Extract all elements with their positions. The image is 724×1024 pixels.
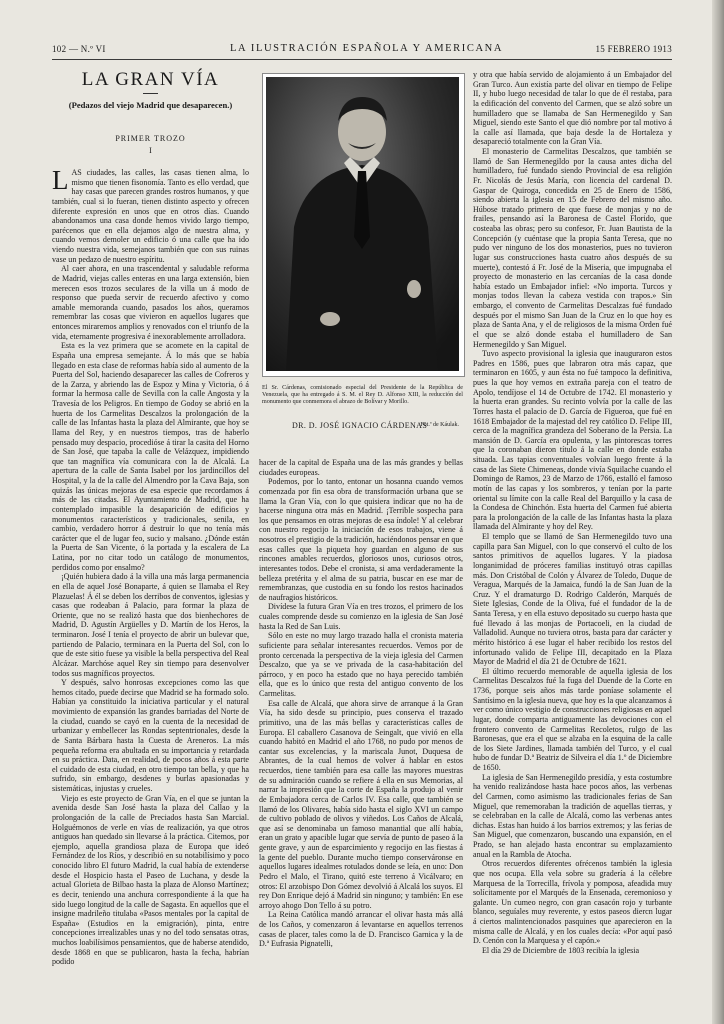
paragraph: Viejo es este proyecto de Gran Vía, en el que se juntan la avenida desde San José hasta la plaza del Callao y la prolongación de la calle de Preciados hasta San Marcial. Holguémonos de verle en vías de realización, ya que otros antiguos han quedado sin llevarse á la práctica. Citemos, por ejemplo, aquella grandiosa plaza de Europa que ideó Fernández de los Ríos, y describió en su notabilísimo y poco conocido libro El futuro Madrid, la cual había de extenderse desde el Hospicio hasta el Paseo de Luchana, y desde la actual Glorieta de Bilbao hasta la plaza de Alonso Martínez; es decir, teniendo una anchura correspondiente á la que ha sido luego longitud de la calle de Sagasta. En aquellos que el insigne madrileño titulaba «Pasos mentales por la capital de España» (Estudios en la emigración), pinta, entre concepciones irrealizables unas y no del todo sensatas otras, muchos loabilísimos pensamientos, que de haberse atendido, desde 1868 en que se publicaron, hasta la fecha, habrían podido [52, 793, 249, 967]
issue-date: 15 FEBRERO 1913 [595, 44, 672, 54]
photo-caption: El Sr. Cárdenas, comisionado especial del Presidente de la República de Venezuela, que ha entregado á S. M. el Rey D. Alfonso XIII, la reducción del monumento que conmemora el abrazo de Bolívar y Morillo. [262, 385, 463, 405]
paragraph: Sólo en este no muy largo trazado halla el cronista materia suficiente para señalar interesantes recuerdos. Vemos por de pronto cercenada la perspectiva de la vieja iglesia del Carmen Descalzo, que ya se ve privada de la casa-habitación del párroco, y en poco ha estado que no haya perecido también ella, que es lo único que resta del antiguo convento de los Carmelitas. [259, 631, 463, 698]
paragraph: Divídese la futura Gran Vía en tres trozos, el primero de los cuales comprende desde su comienzo en la iglesia de San José hasta la Red de San Luis. [259, 602, 463, 631]
running-header [52, 43, 672, 57]
title-divider [143, 93, 158, 94]
paragraph: Esa calle de Alcalá, que ahora sirve de arranque á la Gran Vía, ha sido desde su principio, pues conserva el trazado primitivo, una de las más bellas y características calles de Europa. El caballero Casanova de Seingalt, que vivió en ella cuando habitó en Madrid el año 1768, no pudo por menos de cantar sus excelencias, y la mariscala Junot, Duquesa de Abrantes, de la cual hemos de volver á hablar en estos recuerdos, tiene también para esa calle las mayores muestras de su admiración cuando se refiere á ella en sus Memorias, al narrar la impresión que la corte de España la produjo al venir de Embajadora cerca de Carlos IV. Esa calle, que también se llamó de los Olivares, había sido hasta el siglo XVI un campo de cultivo poblado de olivos y viñedos. Los Caños de Alcalá, que así se denominaba un famoso manantial que allí había, eran un grato y apacible lugar que servía de punto de paseo á la gente grave, y aun de esparcimiento y regocijo en las fiestas á la gente del pueblo. Durante mucho tiempo conserváronse en aquellos lugares idealmes rotulados donde se leía, en uno: Don Pedro el Malo, el Tirano, quitó este terreno á Vicálvaro; en otros: El arzobispo Don Gómez devolvió á Alcalá los suyos. El rey Don Enrique dejó á Madrid sin ninguno; y también: En ese arroyo ahogo Don Tello á su potro. [259, 698, 463, 910]
portrait-figure-icon [266, 77, 459, 371]
paragraph [52, 165, 249, 264]
paragraph-text: AS ciudades, las calles, las casas tienen alma, lo mismo que tienen fisonomía. Tanto es ello verdad, que hay casas que parecen grandes rostros humanos, y que también, cual si lo fueran, tienen distinto aspecto y ofrecen diferente expresión en unos que en otros días. Cuando abandonamos una casa donde hemos vivido largo tiempo, parécenos que en ella dejamos algo de nuestra alma, y cuando vemos demoler un edificio ó una calle que ha ido viendo nuestra vida, semejanos también que con sus ruinas vase un pedazo de nuestro espíritu. [52, 168, 249, 264]
page-edge-shadow [712, 0, 724, 1024]
paragraph: El templo que se llamó de San Hermenegildo tuvo una capilla para San Miguel, con lo que conservó el culto de los santos primitivos de aquellos lugares. Y la piadosa longanimidad de próceres familias instituyó otras capillas más. Don Cristóbal de Colón y Álvarez de Toledo, Duque de Veragua, Marqués de la Jamaica, fundó la de San Juan de la Cruz. Y el dramaturgo D. Rodrigo Calderón, Marqués de Siete Iglesias, Conde de la Oliva, fué el fundador de la de Santa Teresa, y en ella estuvo depositado su cuerpo hasta que fué llevado á las monjas de Portacoeli, en la ciudad de Valladolid. Aunque no tuviera otros, basta para dar carácter y mérito histórico á ese lugar el haber recibido los restos del infortunado valido de Felipe III, decapitado en la Plaza Mayor de Madrid el día 21 de Octubre de 1621. [473, 532, 672, 667]
text-column-2 [259, 458, 463, 949]
paragraph: La iglesia de San Hermenegildo presidía, y esta costumbre ha venido realizándose hasta hace pocos años, las verbenas del Carmen, como asimismo las tradicionales ferias de San Miguel, que rememoraban la tradición de aquellas tierras, y se celebraban en la calle de Alcalá, como las verbenas antes dichas. Estas han huido á los barrios extremos; y las ferias de San Miguel, que comenzaron, buscando una expansión, en el Prado, se han alejado hasta encontrar su emplazamiento anual en la Rambla de Atocha. [473, 772, 672, 859]
paragraph: ¡Quién hubiera dado á la villa una más larga permanencia en ella de aquel José Bonaparte, á quien se llamaba el Rey Plazuelas! Á él se deben los derribos de conventos, iglesias y casas que rodeaban á Palacio, para formar la plaza de Oriente, que no se realizó hasta que dos bienhechores de Madrid, D. Agustín Argüelles y D. Martín de los Heros, la terminaron. José I tenía el proyecto de abrir un bulevar que, partiendo de Palacio, terminara en la Puerta del Sol, con lo que de este sitio fuese ya visible la bella perspectiva del Real Alcázar. Marchóse aquel Rey sin tiempo para desenvolver todos sus magníficos proyectos. [52, 572, 249, 678]
paragraph: y otra que había servido de alojamiento á un Embajador del Gran Turco. Aun existía parte del olivar en tiempo de Felipe II, y hubo luego necesidad de talar lo que de él restaba, para la edificación del convento del Carmen, que se alzó sobre un humilladero que se llamaba de San Hermenegildo y San Miguel, siendo este Santo el que dió nombre por tal motivo á la calle así llamada, que baja desde la de Hortaleza y desapareció totalmente con la Gran Vía. [473, 70, 672, 147]
article-subtitle: (Pedazos del viejo Madrid que desaparecen.) [68, 100, 233, 110]
paragraph: Y después, salvo honrosas excepciones como las que hemos citado, puede decirse que Madrid se ha formado solo. Habían ya constituido la iniciativa particular y el natural movimiento de expansión las grandes barriadas del Norte de la ciudad, cuando se cayó en la cuenta de la necesidad de urbanizar y embellecer las Rondas septentrionales, desde la de Santa Bárbara hasta la Cuesta de Areneros. La más pequeña reforma era abultada en su importancia y retardada en su práctica. Data, en realidad, de pocos años á esta parte el cuidado de esta ciudad, en otro tiempo tan bella, y que ha sufrido, sin embargo, desdenes y burlas apasionadas y sistemáticas, injustas y crueles. [52, 678, 249, 793]
header-rule [52, 59, 672, 60]
paragraph: Tuvo aspecto provisional la iglesia que inauguraron estos Padres en 1586, pues que labraron otra más capaz, que terminaron en 1605, y aun ésta no fué tampoco la definitiva, pues la que hoy vemos en extraña pareja con el teatro de Apolo, tendíjose el 14 de Octubre de 1742. El monasterio y la huerta eran grandes. Su recinto volvía por la calle de las Torres hasta el palacio de D. García de Figueroa, que fué en 1618 Embajador de la majestad del rey católico D. Felipe III, cerca de la magnífica grandeza del Soberano de la Persia. La mansión de D. García era opulenta, y las pintorescas torres que la coronaban dieron título á la calle en donde estaba situada. Las tapias conventuales volvían luego frente á la casa de las Siete Chimeneas, donde vivía Squilache cuando el Domingo de Ramos, 23 de Marzo de 1766, estalló el famoso motín de las capas y los sombreros, y tenían por la parte oriental su límite con la calle Real del Barquillo y la casa de la Condesa de Chinchón. Esta huerta del Carmen fué abierta para la prolongación de la calle de las Infantas hasta la plaza llamada del Almirante y hoy del Rey. [473, 349, 672, 532]
page-number: 102 — N.º VI [52, 44, 106, 54]
paragraph: La Reina Católica mandó arrancar el olivar hasta más allá de los Caños, y comenzaron á levantarse en aquellos terrenos casas de placer, tales como la de D. Francisco Garnica y la de D.ª Eufrasia Pignatelli, [259, 910, 463, 949]
paragraph: Esta es la vez primera que se acomete en la capital de España una empresa semejante. Á lo más que se había llegado en esta clase de reformas había sido al aumento de la Puerta del Sol, haciendo desaparecer las calles de Cofreros y de la Zarza, y abriendo las de Espoz y Mina y Victoria, ó á formar la hermosa calle de Sevilla con la calle Angosta y la Travesía de los Peligros. En tiempo de Godoy se abrió en la huerta de los Carmelitas Descalzos la prolongación de la calle de las Infantas hasta la plaza del Almirante, que hoy se llama del Rey, y en nuestros tiempos, tras de haberlo pensado muy despacio, procedióse á tirar la casita del Horno de San José, que tapaba la calle de Velázquez, impidiendo que tan magnífica vía comunicara con la de Alcalá. La apertura de la calle de Santa Isabel por los jardincillos del Hospital, y la de la calle del Almendro por la Cava Baja, son quizás las únicas mejoras de esa especie que recordamos á más de las citadas. El Ayuntamiento de Madrid, que ha contemplado impasible la desaparición de edificios y monumentos característicos y tradicionales, senila, en cambio, verdadero horror á destruir lo que no tenía más carácter que el de lugar feo, sucio y malsano. ¿Dónde están la Puerta de San Vicente, ó la portada y la escalera de La Latina, por no citar todo un catálogo de monumentos, perdidos como por ensalmo? [52, 341, 249, 572]
text-column-1 [52, 165, 249, 967]
portrait-name: DR. D. JOSÉ IGNACIO CÁRDENAS [292, 421, 428, 430]
paragraph: Al caer ahora, en una trascendental y saludable reforma de Madrid, viejas calles enteras en una larga extensión, bien merecen esos trozos seculares de la villa un á modo de responso que pueda servir de recuerdo afectivo y como amable memoranda cuando, pasados los años, queramos remembrar las cosas que vivieron en aquellos lugares que entonces miraremos amplios y renovados con el triunfo de la vida, eternamente progresiva é inexorablemente arrolladora. [52, 264, 249, 341]
article-title: LA GRAN VÍA [81, 69, 220, 90]
drop-cap: L [52, 165, 69, 195]
paragraph: Otros recuerdos diferentes ofrécenos también la iglesia que nos ocupa. Ella vela sobre su gradería á la célebre Marquesa de la Torrecilla, frívola y pomposa, afeadida muy solícitamente por el Marqués de la Ensenada, ceremonioso y galante. Un cumeo negro, con gran casacón rojo y turbante blanco, seguíales muy reverente, y estos paseos diercn lugar á ciertos malintencionados pasquines que aparecieron en la misma calle de Alcalá, y en los cuales decía: «Por aquí pasó D. Cenón con la Marquesa y el capón.» [473, 859, 672, 946]
masthead: LA ILUSTRACIÓN ESPAÑOLA Y AMERICANA [230, 43, 504, 54]
section-number: I [149, 146, 152, 155]
paragraph: Podemos, por lo tanto, entonar un hosanna cuando vemos comenzada por fin esa obra de transformación urbana que se llama la Gran Vía, con lo que quisiera indicar que no ha de hacerse ninguna otra más en Madrid. ¡Terrible sospecha para los que pensamos en otras mejoras de esa índole! Y al celebrar con nuestro regocijo la iniciación de esos trabajos, viene á nosotros el prestigio de la tradición, haciéndonos pensar en que esas calles que la piqueta hoy guardan en alguno de sus rincones amables recuerdos, gloriosos unos, curiosos otros, interesantes todos. Debe el cronista, si ama verdaderamente la belleza pretérita y el alma de su patria, buscar en ese mar de remembranzas, que custodia en su fondo los restos hacinados de naufragios históricos. [259, 477, 463, 602]
text-column-3 [473, 70, 672, 956]
paragraph: El monasterio de Carmelitas Descalzos, que también se llamó de San Hermenegildo por la causa antes dicha del humilladero, fué fundado siendo Provincial de esa religión Fr. Nicolás de Jesús María, con licencia del cardenal D. Gaspar de Quiroga, concedida en 25 de Enero de 1586, siendo abierta la iglesia en 15 de Febrero del mismo año. Húbose tratado primero de que fuese de monjas y no de frailes, pensando así la Baronesa de Castel Florido, que costeaba las obras; pero su confesor, Fr. Juan Bautista de la Concepción (y cuéntase que la propia Santa Teresa, que no pudo ver ninguno de los dos monasterios, pues no tuvieron lugar sus construcciones hasta cuatro años después de su muerte), contestó á Fr. José de la Miseria, que impugnaba el proyecto de monasterio en las cercanías de la casa donde había estado un Embajador infiel: «No importa. Turcos y monjas todos llevan la cabeza vestida con trapos.» Sin embargo, el convento de Carmelitas Descalzas fué fundado después por el mismo San Juan de la Cruz en lo que hoy es plaza de Santa Ana, y el de religiosos de la misma Orden fué el que se alzó donde estaba el humilladero de San Hermenegildo y San Miguel. [473, 147, 672, 349]
paragraph: El día 29 de Diciembre de 1803 recibía la iglesia [482, 945, 640, 955]
section-heading: PRIMER TROZO [115, 134, 186, 143]
paragraph: hacer de la capital de España una de las más grandes y bellas ciudades europeas. [259, 458, 463, 477]
portrait-photo [266, 77, 459, 371]
paragraph: El último recuerdo memorable de aquella iglesia de los Carmelitas Descalzos fué la fuga del Duende de la Corte en 1736, porque seis años más tarde poníase solamente el Santísimo en la iglesia nueva, que hoy es la que alcanzamos á ver como único vestigio de construcciones religiosas en aquel lugar, donde comparta antiguamente las devociones con el frontero convento de Carmelitas Recoletos, rulgo de las Baronesas, que era el que se alzaba en la esquina de la calle de los Siete Jardines, llamada también del Turco, y el cual hubo de fundar D.ª Beatriz de Silveira el día 1.º de Diciembre de 1650. [473, 666, 672, 772]
photo-credit: Fot.ª de Káulak. [420, 422, 459, 428]
